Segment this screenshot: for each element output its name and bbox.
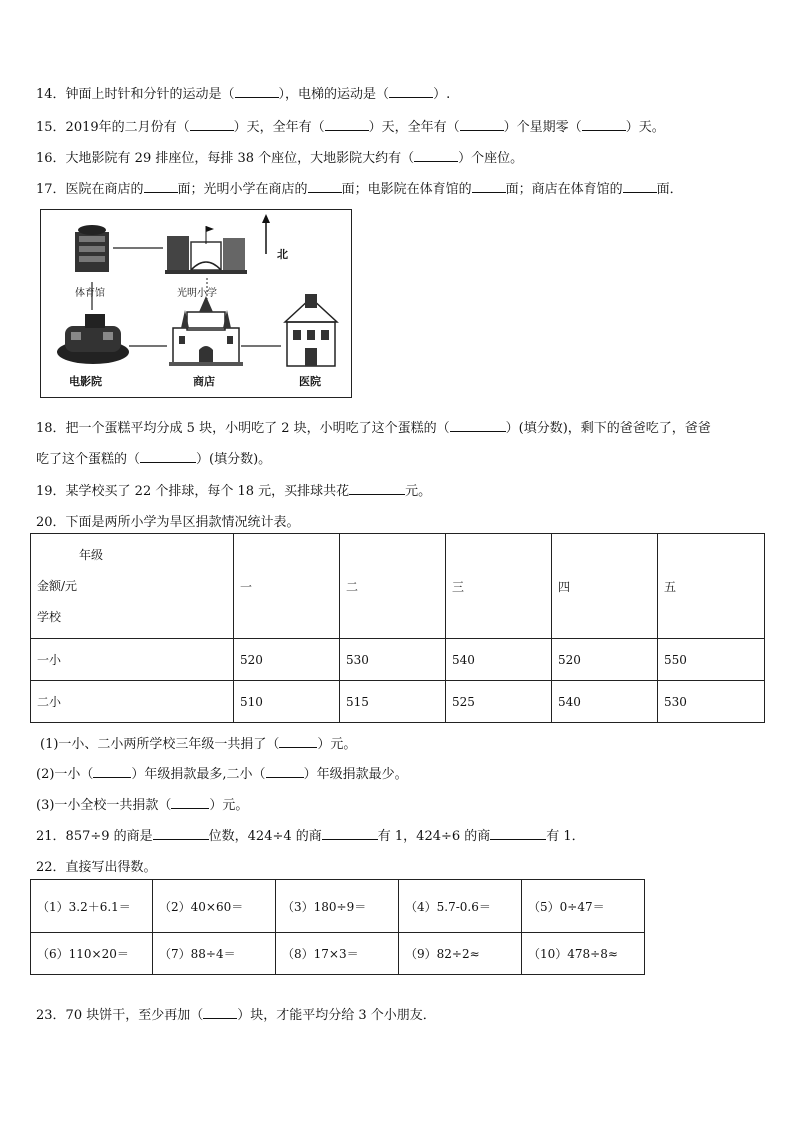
grade-header: 二 [340, 534, 446, 639]
question-20-sub-3: (3)一小全校一共捐款（ ）元。 [36, 798, 249, 813]
table-row [31, 681, 765, 723]
answer-blank[interactable] [490, 827, 546, 840]
school-label: 光明小学 [177, 288, 217, 299]
gym-building-icon [75, 225, 109, 272]
answer-blank[interactable] [153, 827, 209, 840]
answer-blank[interactable] [235, 85, 279, 98]
answer-blank[interactable] [190, 118, 234, 131]
question-18-line-2: 吃了这个蛋糕的（ ）(填分数)。 [36, 452, 272, 467]
math-problem-cell: （3）180÷9＝ [276, 880, 399, 933]
answer-blank[interactable] [460, 118, 504, 131]
north-label: 北 [277, 248, 288, 261]
gym-label: 体育馆 [75, 288, 105, 299]
answer-blank[interactable] [279, 735, 317, 748]
answer-blank[interactable] [389, 85, 433, 98]
question-16: 16．大地影院有 29 排座位，每排 38 个座位，大地影院大约有（ ）个座位。 [36, 151, 524, 166]
answer-blank[interactable] [322, 827, 378, 840]
question-18-line-1: 18．把一个蛋糕平均分成 5 块，小明吃了 2 块，小明吃了这个蛋糕的（ ）(填分数)，剩下的爸爸吃了，爸爸 [36, 421, 711, 436]
answer-blank[interactable] [203, 1006, 237, 1019]
math-problem-cell: （5）0÷47＝ [522, 880, 645, 933]
table-row [31, 933, 645, 975]
map-drawing [41, 210, 351, 397]
answer-blank[interactable] [140, 450, 196, 463]
amount-cell: 530 [340, 639, 446, 681]
answer-blank[interactable] [349, 482, 405, 495]
question-19: 19．某学校买了 22 个排球，每个 18 元，买排球共花 元。 [36, 484, 432, 499]
answer-blank[interactable] [472, 180, 506, 193]
table-row [31, 639, 765, 681]
hospital-label: 医院 [299, 375, 321, 388]
question-17: 17．医院在商店的 面；光明小学在商店的 面；电影院在体育馆的 面；商店在体育馆的 面． [36, 182, 683, 197]
shop-building-icon [169, 296, 243, 366]
location-map [40, 209, 352, 398]
table-corner-header: 年级 金额/元 学校 [31, 534, 234, 639]
school-name-cell: 二小 [31, 681, 234, 723]
question-20-title: 20．下面是两所小学为旱区捐款情况统计表。 [36, 515, 300, 530]
question-21: 21．857÷9 的商是 位数，424÷4 的商 有 1，424÷6 的商 有 1． [36, 829, 585, 844]
amount-cell: 530 [658, 681, 765, 723]
amount-cell: 540 [446, 639, 552, 681]
question-22-title: 22．直接写出得数。 [36, 860, 157, 875]
grade-header: 四 [552, 534, 658, 639]
table-row [31, 880, 645, 933]
answer-blank[interactable] [450, 419, 506, 432]
math-problem-cell: （9）82÷2≈ [399, 933, 522, 975]
math-problem-cell: （10）478÷8≈ [522, 933, 645, 975]
math-problem-cell: （7）88÷4＝ [153, 933, 276, 975]
grade-header: 一 [234, 534, 340, 639]
cinema-building-icon [57, 314, 129, 364]
answer-blank[interactable] [308, 180, 342, 193]
grade-header: 三 [446, 534, 552, 639]
math-problem-cell: （4）5.7-0.6＝ [399, 880, 522, 933]
question-23: 23．70 块饼干，至少再加（ ）块，才能平均分给 3 个小朋友． [36, 1008, 436, 1023]
amount-cell: 520 [234, 639, 340, 681]
answer-blank[interactable] [144, 180, 178, 193]
hospital-building-icon [285, 294, 337, 366]
mental-math-table [30, 879, 645, 975]
answer-blank[interactable] [623, 180, 657, 193]
school-building-icon [165, 226, 247, 274]
donation-table [30, 533, 765, 723]
school-name-cell: 一小 [31, 639, 234, 681]
amount-cell: 510 [234, 681, 340, 723]
cinema-label: 电影院 [69, 375, 102, 388]
amount-cell: 525 [446, 681, 552, 723]
amount-cell: 540 [552, 681, 658, 723]
answer-blank[interactable] [266, 765, 304, 778]
math-problem-cell: （1）3.2＋6.1＝ [31, 880, 153, 933]
amount-cell: 515 [340, 681, 446, 723]
math-problem-cell: （8）17×3＝ [276, 933, 399, 975]
answer-blank[interactable] [582, 118, 626, 131]
math-problem-cell: （2）40×60＝ [153, 880, 276, 933]
grade-header: 五 [658, 534, 765, 639]
question-14: 14．钟面上时针和分针的运动是（ ），电梯的运动是（ ）. [36, 87, 451, 102]
answer-blank[interactable] [325, 118, 369, 131]
answer-blank[interactable] [414, 149, 458, 162]
question-15: 15．2019年的二月份有（ ）天，全年有（ ）天，全年有（ ）个星期零（ ）天。 [36, 120, 665, 135]
amount-cell: 520 [552, 639, 658, 681]
shop-label: 商店 [193, 375, 215, 388]
question-20-sub-1: (1)一小、二小两所学校三年级一共捐了（ ）元。 [40, 737, 357, 752]
answer-blank[interactable] [93, 765, 131, 778]
math-problem-cell: （6）110×20＝ [31, 933, 153, 975]
answer-blank[interactable] [171, 796, 209, 809]
amount-cell: 550 [658, 639, 765, 681]
north-arrow-icon [262, 214, 270, 254]
question-20-sub-2: (2)一小（ ）年级捐款最多,二小（ ）年级捐款最少。 [36, 767, 408, 782]
